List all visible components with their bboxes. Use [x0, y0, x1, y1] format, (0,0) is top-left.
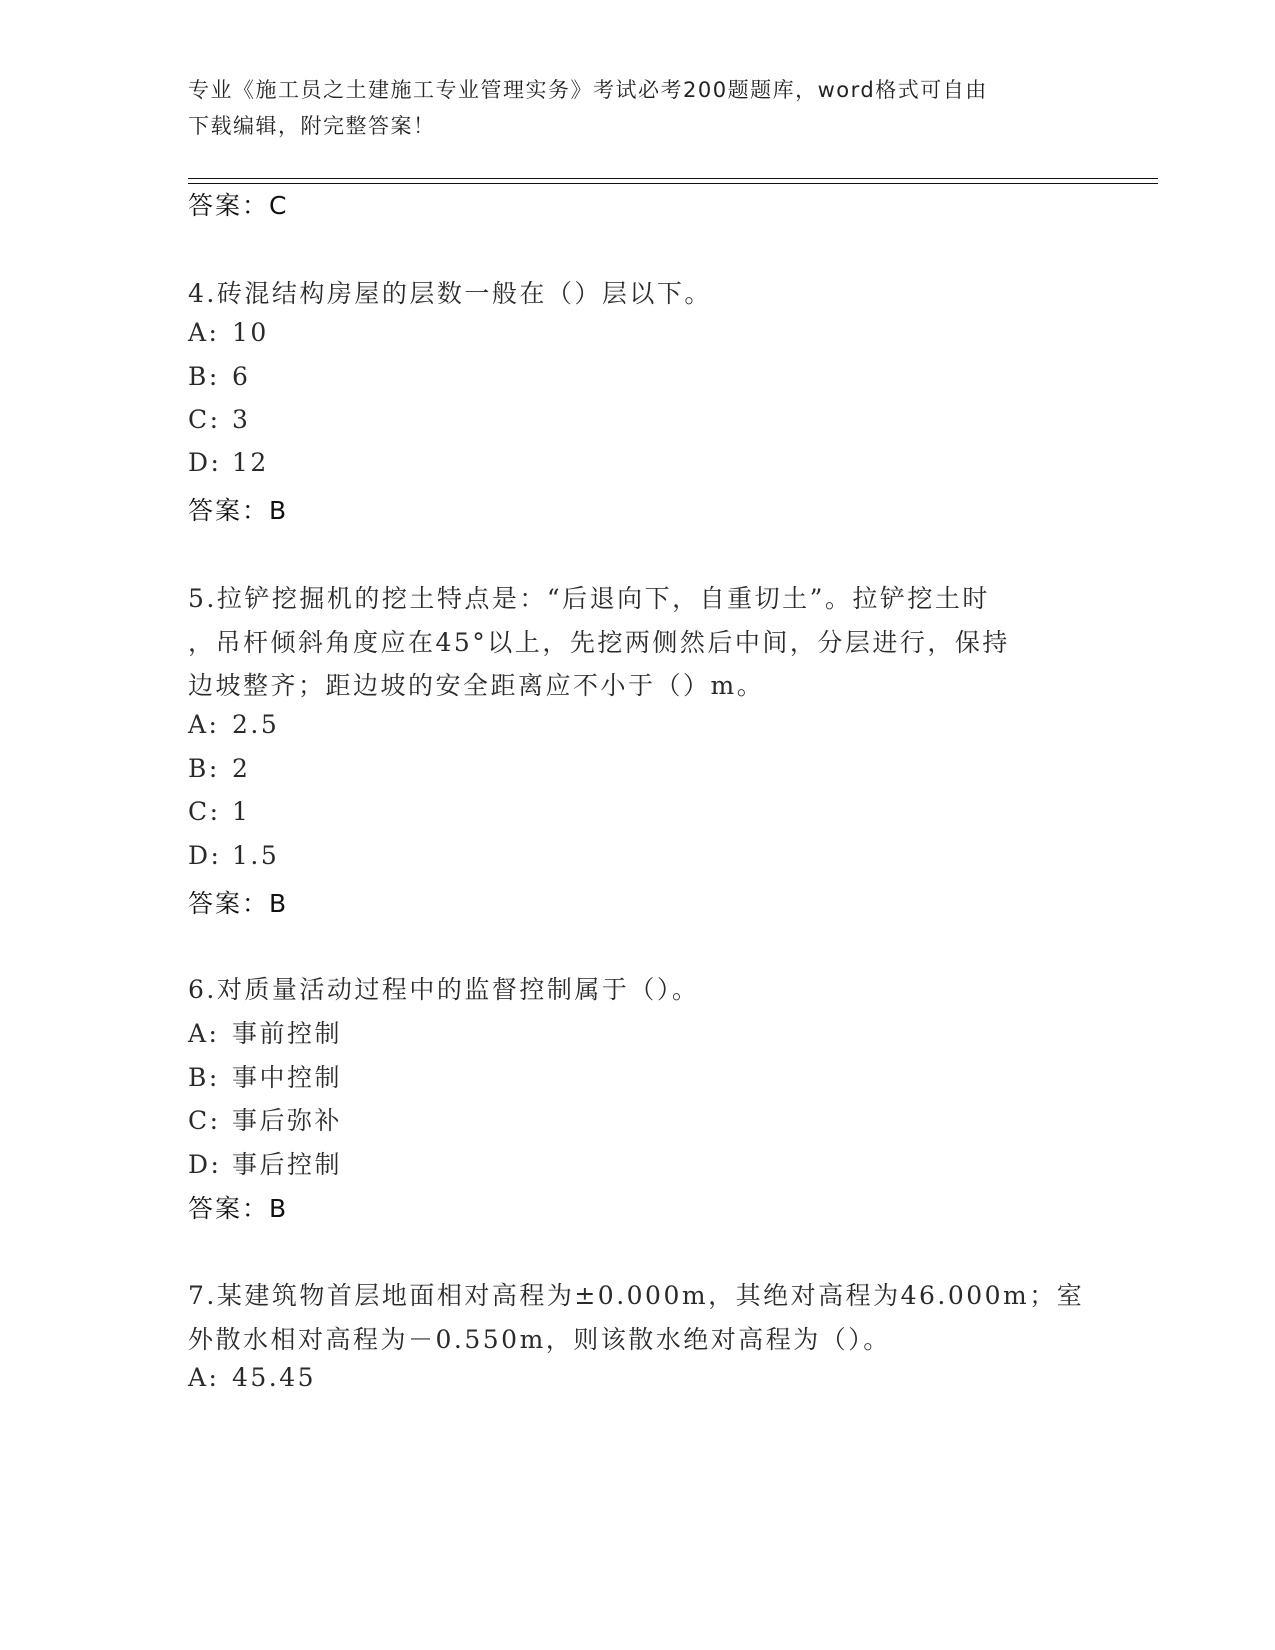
question-4-option-a — [188, 318, 269, 347]
option-text: 事前控制 — [232, 1019, 343, 1048]
option-text: 2 — [232, 754, 251, 783]
option-label: A: — [188, 318, 220, 347]
option-label: D: — [188, 841, 222, 870]
header-rule-top — [188, 178, 1158, 179]
question-4-option-d — [188, 448, 269, 477]
option-label: B: — [188, 754, 220, 783]
option-label: C: — [188, 797, 221, 826]
option-label: C: — [188, 405, 221, 434]
question-4-option-c — [188, 405, 250, 434]
option-label: D: — [188, 1150, 222, 1179]
header-rule-bottom — [188, 183, 1158, 184]
option-text: 事中控制 — [232, 1063, 343, 1092]
question-6-option-a — [188, 1014, 342, 1050]
question-5-stem-line-1: 5.拉铲挖掘机的挖土特点是：“后退向下，自重切土”。拉铲挖土时 — [188, 584, 990, 613]
question-5-stem-line-2: ，吊杆倾斜角度应在45°以上，先挖两侧然后中间，分层进行，保持 — [188, 628, 1010, 657]
header-line-2: 下载编辑，附完整答案！ — [188, 114, 436, 138]
option-label: A: — [188, 1019, 220, 1048]
question-4-answer: 答案：B — [188, 496, 289, 525]
answer-prev: 答案：C — [188, 191, 289, 220]
option-text: 1.5 — [232, 841, 280, 870]
header-line-1: 专业《施工员之土建施工专业管理实务》考试必考200题题库，word格式可自由 — [188, 78, 988, 102]
question-6-option-c — [188, 1101, 342, 1137]
document-header — [188, 72, 1088, 144]
option-text: 2.5 — [232, 710, 280, 739]
question-7-stem-line-2: 外散水相对高程为－0.550m，则该散水绝对高程为（）。 — [188, 1325, 891, 1354]
option-label: D: — [188, 448, 222, 477]
question-6-option-b — [188, 1058, 342, 1094]
question-5-option-c — [188, 797, 250, 826]
option-text: 6 — [232, 362, 251, 391]
option-text: 1 — [232, 797, 251, 826]
option-text: 45.45 — [232, 1363, 317, 1392]
option-text: 10 — [232, 318, 269, 347]
option-label: A: — [188, 710, 220, 739]
question-6-answer: 答案：B — [188, 1194, 289, 1223]
question-6-option-d — [188, 1145, 342, 1181]
question-5-answer: 答案：B — [188, 889, 289, 918]
question-7-option-a — [188, 1363, 316, 1392]
question-5-option-b — [188, 754, 250, 783]
question-7-stem-line-1: 7.某建筑物首层地面相对高程为±0.000m，其绝对高程为46.000m；室 — [188, 1281, 1085, 1310]
question-5-option-a — [188, 710, 279, 739]
option-text: 12 — [232, 448, 269, 477]
option-label: A: — [188, 1363, 220, 1392]
option-text: 3 — [232, 405, 251, 434]
option-text: 事后弥补 — [232, 1106, 343, 1135]
question-5-option-d — [188, 841, 279, 870]
option-label: B: — [188, 362, 220, 391]
option-text: 事后控制 — [232, 1150, 343, 1179]
option-label: C: — [188, 1106, 221, 1135]
option-label: B: — [188, 1063, 220, 1092]
question-4-stem-line-1: 4.砖混结构房屋的层数一般在（）层以下。 — [188, 279, 712, 308]
question-5-stem-line-3: 边坡整齐；距边坡的安全距离应不小于（）m。 — [188, 671, 765, 700]
question-6-stem-line-1: 6.对质量活动过程中的监督控制属于（）。 — [188, 975, 700, 1004]
question-4-option-b — [188, 362, 250, 391]
